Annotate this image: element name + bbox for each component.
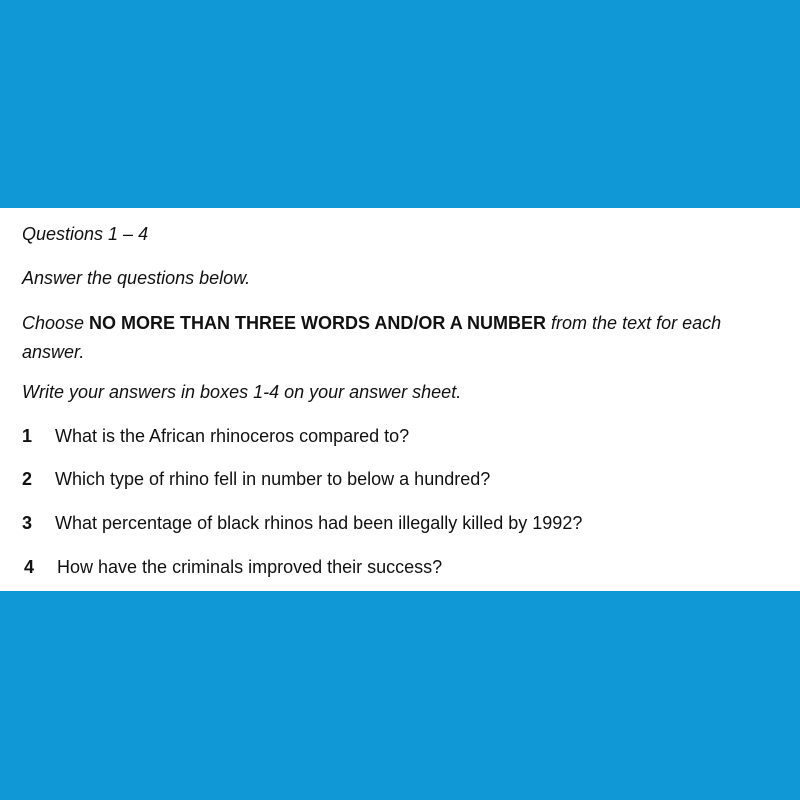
instruction-text	[22, 309, 787, 367]
questions-heading: Questions 1 – 4	[22, 224, 149, 244]
question-number: 4	[24, 557, 35, 577]
question-text: How have the criminals improved their success?	[57, 557, 443, 577]
instruction-emphasis: NO MORE THAN THREE WORDS AND/OR A NUMBER	[89, 313, 547, 333]
answer-note: Write your answers in boxes 1-4 on your answer sheet.	[22, 382, 462, 402]
question-text: What percentage of black rhinos had been illegally killed by 1992?	[55, 513, 583, 533]
questions-panel	[0, 208, 800, 591]
question-number: 3	[22, 513, 33, 533]
question-text: What is the African rhinoceros compared to?	[55, 426, 410, 446]
question-text: Which type of rhino fell in number to below a hundred?	[55, 469, 491, 489]
question-number: 1	[22, 426, 33, 446]
instruction-prefix: Choose	[22, 313, 90, 333]
question-number: 2	[22, 469, 33, 489]
intro-text: Answer the questions below.	[22, 268, 251, 288]
instruction-suffix: from the text for each answer.	[22, 313, 722, 362]
